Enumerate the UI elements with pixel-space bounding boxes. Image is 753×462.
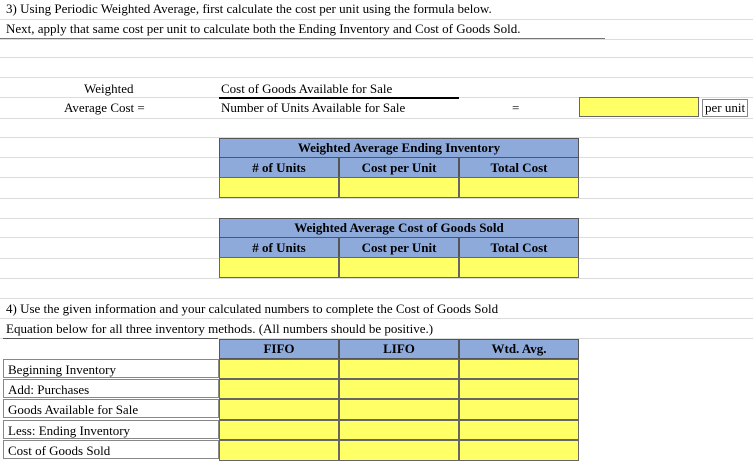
- method-lifo: LIFO: [383, 341, 415, 356]
- cogs-col-units: # of Units: [252, 240, 306, 255]
- goods-available-fifo-input[interactable]: [219, 399, 339, 420]
- purchases-fifo-input[interactable]: [219, 379, 339, 399]
- instruction-underline: [0, 38, 605, 39]
- row-label-beginning-inventory: Beginning Inventory: [3, 359, 219, 378]
- method-header-lifo: [339, 339, 459, 359]
- formula-label-bottom: Average Cost =: [64, 100, 145, 115]
- ei-cost-input[interactable]: [339, 177, 459, 198]
- ending-inventory-wtd-avg-input[interactable]: [459, 420, 579, 440]
- row-label-cost-of-goods-sold: Cost of Goods Sold: [3, 440, 219, 459]
- ending-inventory-title: Weighted Average Ending Inventory: [297, 140, 501, 155]
- row-label-goods-available: Goods Available for Sale: [3, 399, 219, 418]
- ending-inventory-title-bar: [219, 138, 579, 158]
- goods-available-lifo-input[interactable]: [339, 399, 459, 420]
- cogs-lifo-input[interactable]: [339, 440, 459, 461]
- formula-denominator: Number of Units Available for Sale: [221, 100, 406, 115]
- row-label-ending-inventory: Less: Ending Inventory: [3, 420, 219, 439]
- ending-inventory-lifo-input[interactable]: [339, 420, 459, 440]
- goods-available-wtd-avg-input[interactable]: [459, 399, 579, 420]
- row-label-add-purchases: Add: Purchases: [3, 379, 219, 398]
- beginning-inventory-lifo-input[interactable]: [339, 359, 459, 379]
- ei-col-header-units: [219, 157, 339, 178]
- part4-line-2: Equation below for all three inventory methods. (All numbers should be positive.): [6, 321, 434, 336]
- instruction-line-1: 3) Using Periodic Weighted Average, first calculate the cost per unit using the formula below.: [6, 1, 492, 16]
- cogs-title: Weighted Average Cost of Goods Sold: [294, 220, 504, 235]
- ei-col-units: # of Units: [252, 160, 306, 175]
- cogs-col-header-cost: [339, 237, 459, 258]
- ending-inventory-fifo-input[interactable]: [219, 420, 339, 440]
- method-wtd-avg: Wtd. Avg.: [491, 341, 547, 356]
- cogs-col-total: Total Cost: [490, 240, 548, 255]
- part4-line-1: 4) Use the given information and your calculated numbers to complete the Cost of Goods Sold: [6, 301, 499, 316]
- part4-underline: [3, 338, 218, 339]
- ei-total-input[interactable]: [459, 177, 579, 198]
- ei-col-header-cost: [339, 157, 459, 178]
- ei-col-header-total: [459, 157, 579, 178]
- purchases-lifo-input[interactable]: [339, 379, 459, 399]
- ei-col-total: Total Cost: [490, 160, 548, 175]
- cogs-col-header-units: [219, 237, 339, 258]
- method-header-wtd-avg: [459, 339, 579, 359]
- instruction-line-2: Next, apply that same cost per unit to calculate both the Ending Inventory and Cost of Goods Sold.: [6, 21, 521, 36]
- beginning-inventory-wtd-avg-input[interactable]: [459, 359, 579, 379]
- cogs-fifo-input[interactable]: [219, 440, 339, 461]
- fraction-bar: [219, 97, 459, 99]
- formula-equals: =: [512, 100, 520, 115]
- ei-col-cost: Cost per Unit: [361, 160, 437, 175]
- cogs-title-bar: [219, 218, 579, 238]
- avg-cost-input[interactable]: [579, 97, 699, 117]
- method-fifo: FIFO: [263, 341, 295, 356]
- cogs-units-input[interactable]: [219, 257, 339, 278]
- method-header-fifo: [219, 339, 339, 359]
- ei-units-input[interactable]: [219, 177, 339, 198]
- per-unit-label: per unit: [702, 99, 748, 117]
- cogs-wtd-avg-input[interactable]: [459, 440, 579, 461]
- cogs-cost-input[interactable]: [339, 257, 459, 278]
- cogs-col-cost: Cost per Unit: [361, 240, 437, 255]
- purchases-wtd-avg-input[interactable]: [459, 379, 579, 399]
- formula-label-top: Weighted: [84, 81, 134, 96]
- cogs-total-input[interactable]: [459, 257, 579, 278]
- beginning-inventory-fifo-input[interactable]: [219, 359, 339, 379]
- formula-numerator: Cost of Goods Available for Sale: [221, 81, 393, 96]
- cogs-col-header-total: [459, 237, 579, 258]
